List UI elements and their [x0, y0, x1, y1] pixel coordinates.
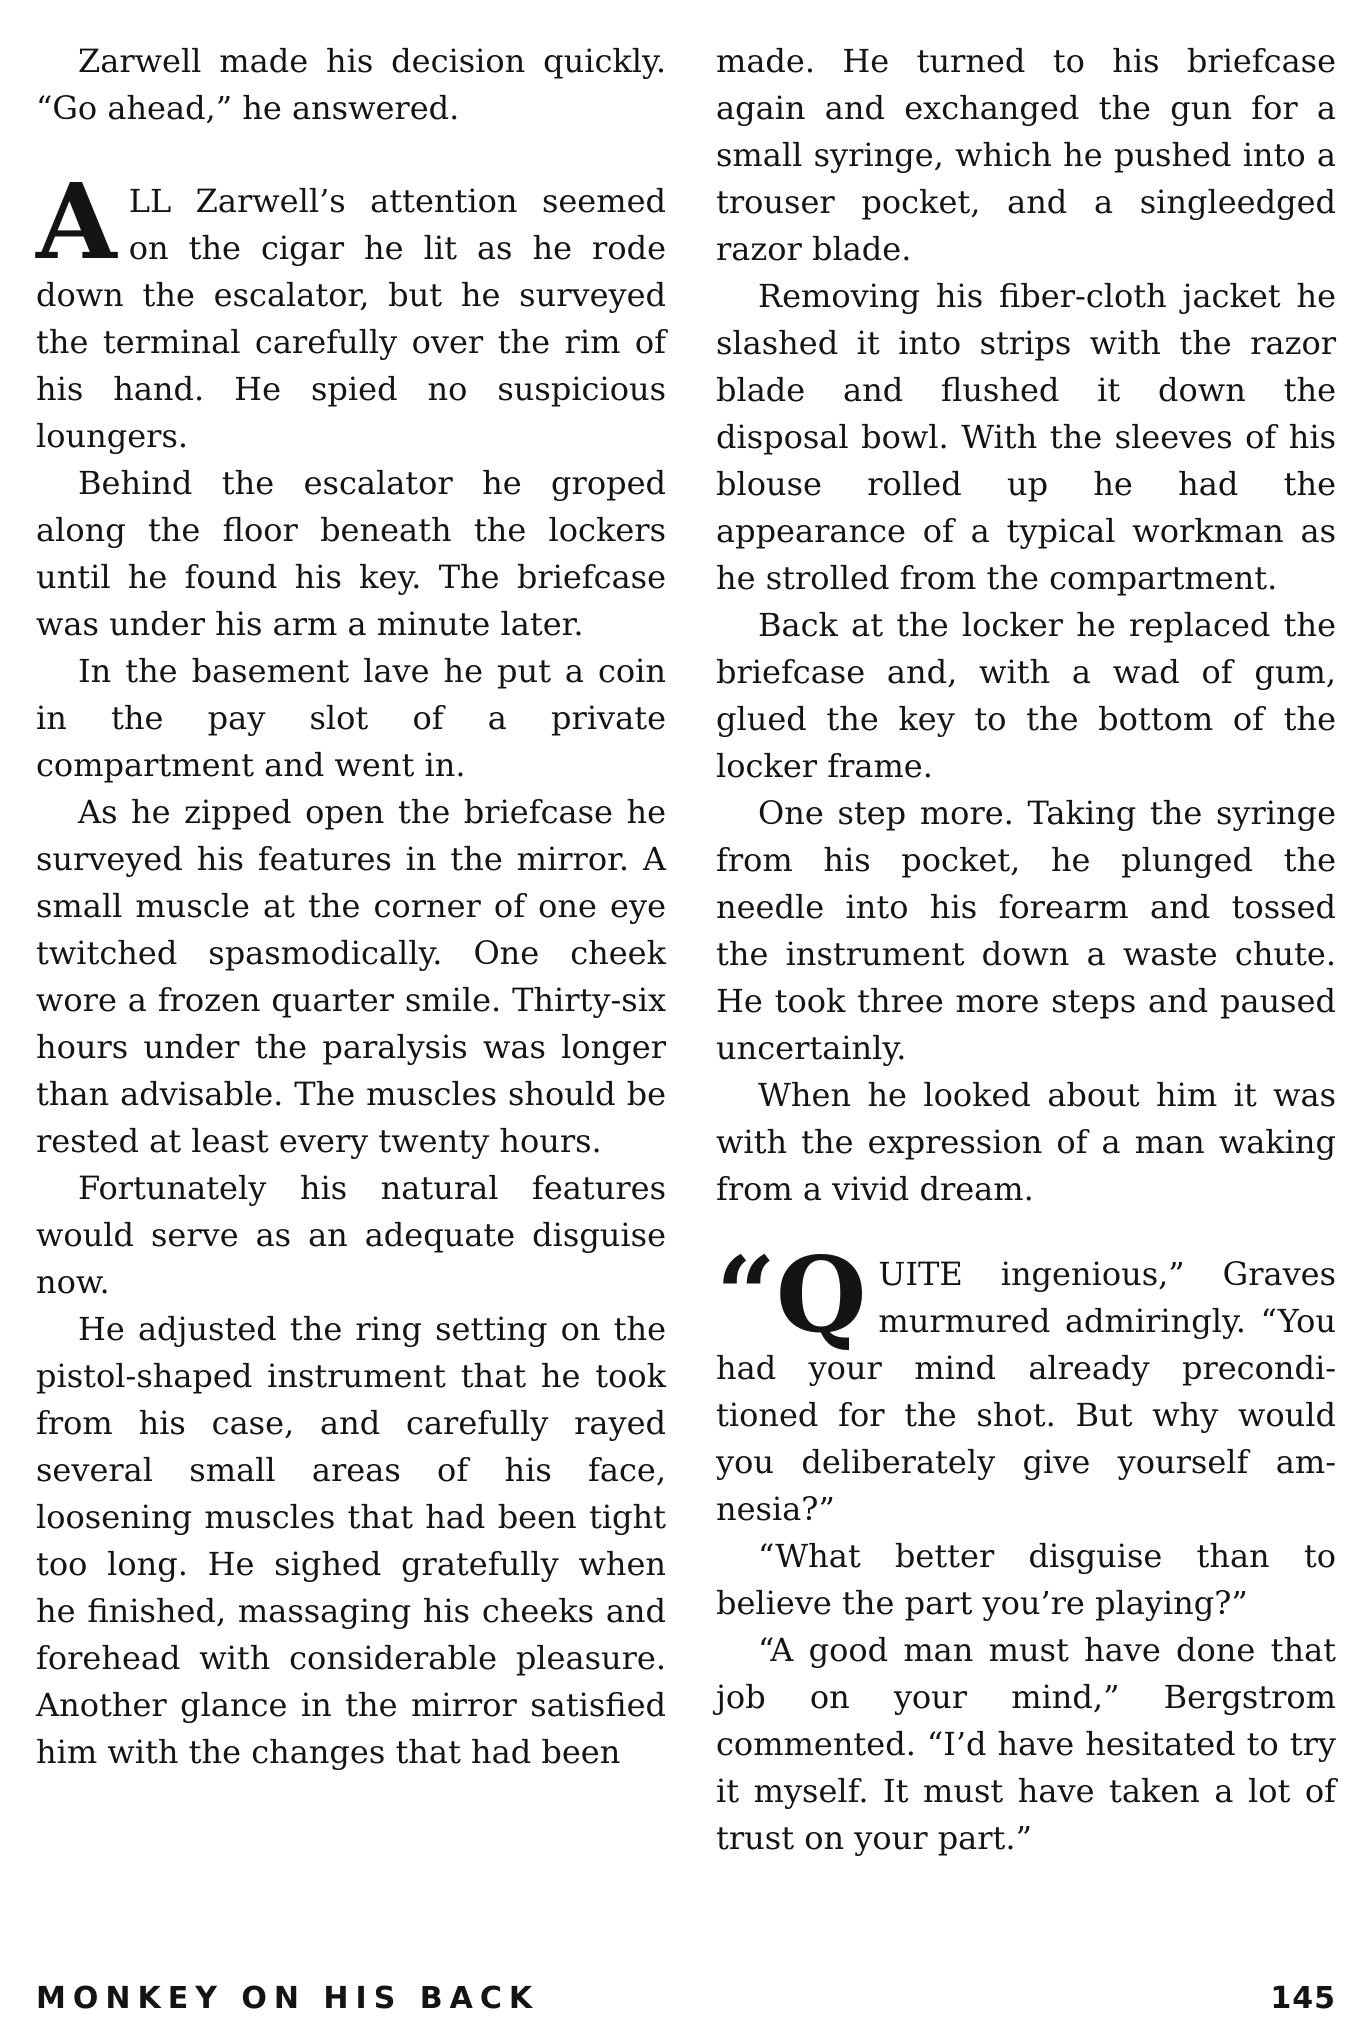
paragraph: “A good man must have done that job on your mind,” Bergstrom commented. “I’d have hesitated to try it myself. It must have taken a lot of trust on your part.” — [716, 1631, 1336, 1857]
paragraph: He adjusted the ring setting on the pistol-shaped instrument that he took from his case, and carefully rayed several small areas of his face, loosening muscles that had been tight too long. He sighed gratefully when he finished, massaging his cheeks and forehead with considerable pleasure. Another glance in the mirror satisfied him with the changes that had been — [36, 1310, 666, 1771]
paragraph: Removing his fiber-cloth jacket he slashed it into strips with the razor blade and flushed it down the disposal bowl. With the sleeves of his blouse rolled up he had the appearance of a typical workman as he strolled from the compartment. — [716, 277, 1336, 597]
page-footer — [36, 1980, 1336, 2018]
paragraph: In the basement lave he put a coin in the pay slot of a private compartment and went in. — [36, 652, 666, 784]
paragraph: As he zipped open the briefcase he surveyed his features in the mirror. A small muscle at the corner of one eye twitched spasmodically. One cheek wore a frozen quarter smile. Thirty-six hours under the paralysis was longer than advisable. The muscles should be rested at least every twenty hours. — [36, 793, 666, 1160]
paragraph: Back at the locker he replaced the briefcase and, with a wad of gum, glued the key to the bottom of the locker frame. — [716, 606, 1336, 785]
paragraph: “What better disguise than to believe the part you’re playing?” — [716, 1537, 1336, 1622]
paragraph: Zarwell made his decision quickly. “Go ahead,” he answered. — [36, 42, 666, 127]
paragraph: Behind the escalator he groped along the floor beneath the lockers until he found his key. The briefcase was under his arm a minute later. — [36, 464, 666, 643]
paragraph-dropcap: ALL Zarwell’s attention seemed on the cigar he lit as he rode down the escalator, but he surveyed the terminal carefully over the rim of his hand. He spied no suspicious loungers. — [36, 160, 666, 455]
paragraph: One step more. Taking the syringe from his pocket, he plunged the needle into his forearm and tossed the instrument down a waste chute. He took three more steps and paused uncertainly. — [716, 794, 1336, 1067]
paragraph-dropcap: “QUITE ingenious,” Graves murmured admiringly. “You had your mind already preconditioned for the shot. But why would you deliberately give yourself amnesia?” — [716, 1233, 1336, 1528]
right-column — [716, 38, 1336, 1862]
left-column — [36, 38, 666, 1776]
page-number: 145 — [1270, 1981, 1336, 2016]
paragraph: Fortunately his natural features would serve as an adequate disguise now. — [36, 1169, 666, 1301]
running-title: MONKEY ON HIS BACK — [36, 1981, 540, 2016]
paragraph: made. He turned to his briefcase again and exchanged the gun for a small syringe, which he pushed into a trouser pocket, and a singleedged razor blade. — [716, 42, 1336, 268]
paragraph: When he looked about him it was with the expression of a man waking from a vivid dream. — [716, 1076, 1336, 1208]
section-break — [36, 132, 666, 178]
